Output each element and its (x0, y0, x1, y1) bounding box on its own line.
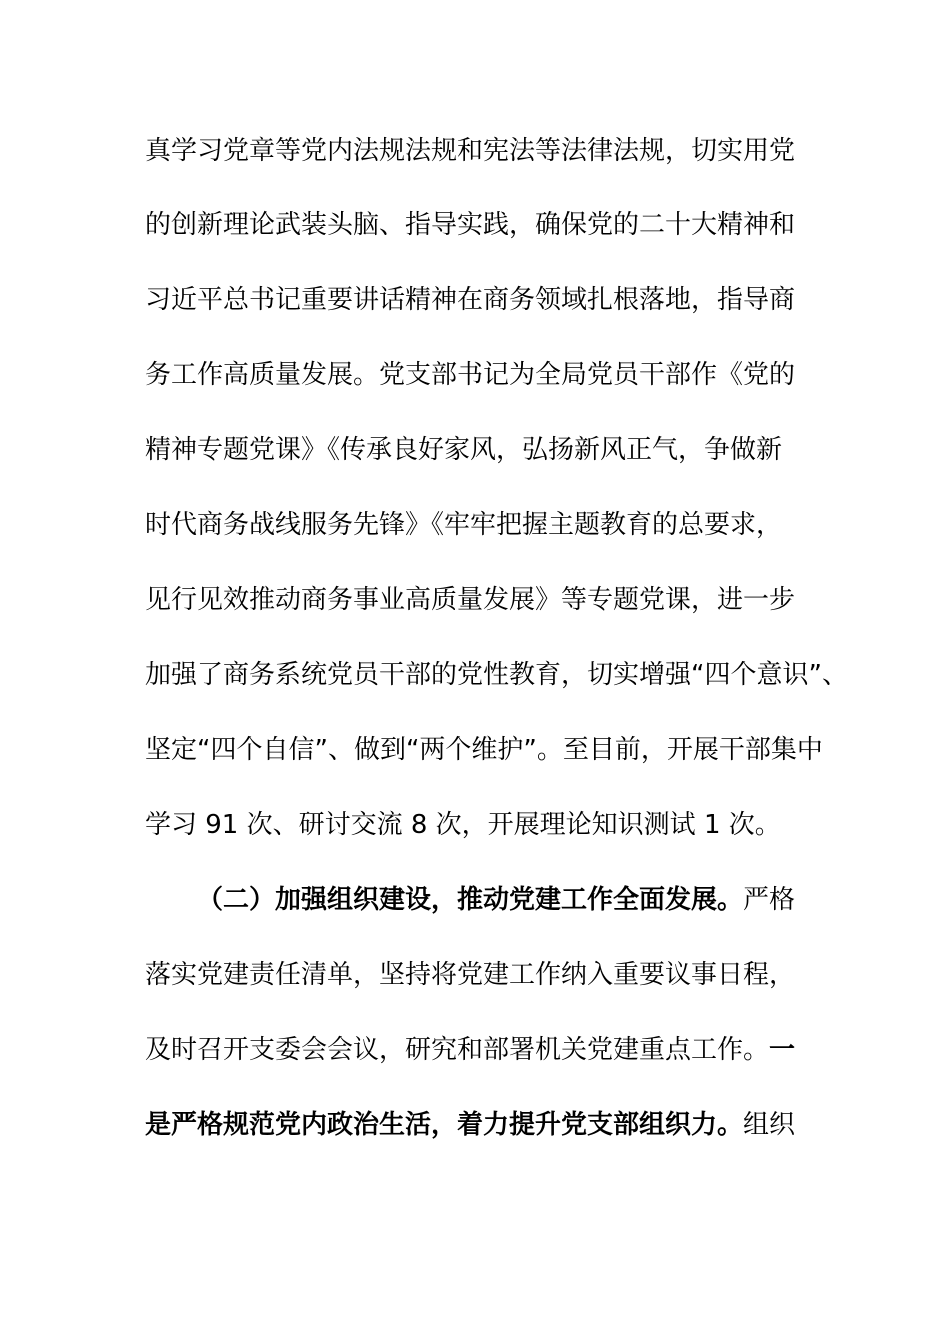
paragraph-text: 及时召开支委会会议，研究和部署机关党建重点工作。 (145, 1035, 770, 1065)
paragraph-line: 加强了商务系统党员干部的党性教育，切实增强“四个意识”、 (145, 660, 848, 690)
paragraph-line: 学习 91 次、研讨交流 8 次，开展理论知识测试 1 次。 (145, 810, 781, 840)
paragraph-line: 习近平总书记重要讲话精神在商务领域扎根落地，指导商 (145, 285, 796, 315)
emphasis-text: 是严格规范党内政治生活，着力提升党支部组织力。 (145, 1110, 744, 1140)
paragraph-line (145, 1105, 795, 1145)
section-heading: （二）加强组织建设，推动党建工作全面发展。 (197, 885, 744, 915)
paragraph-line: 精神专题党课》《传承良好家风，弘扬新风正气，争做新 (145, 435, 783, 465)
paragraph-line: 的创新理论武装头脑、指导实践，确保党的二十大精神和 (145, 210, 796, 240)
emphasis-text: 一 (769, 1035, 796, 1065)
paragraph-line: 见行见效推动商务事业高质量发展》等专题党课，进一步 (145, 585, 796, 615)
section-heading-line (197, 880, 795, 920)
section-heading-tail: 严格 (743, 885, 796, 915)
paragraph-line: 务工作高质量发展。党支部书记为全局党员干部作《党的 (145, 360, 796, 390)
paragraph-line: 时代商务战线服务先锋》《牢牢把握主题教育的总要求， (145, 510, 783, 540)
paragraph-line: 真学习党章等党内法规法规和宪法等法律法规，切实用党 (145, 136, 796, 166)
paragraph-line: 坚定“四个自信”、做到“两个维护”。至目前，开展干部集中 (145, 735, 823, 765)
paragraph-line (145, 1030, 795, 1070)
paragraph-text: 组织 (743, 1110, 796, 1140)
paragraph-line: 落实党建责任清单，坚持将党建工作纳入重要议事日程， (145, 960, 796, 990)
